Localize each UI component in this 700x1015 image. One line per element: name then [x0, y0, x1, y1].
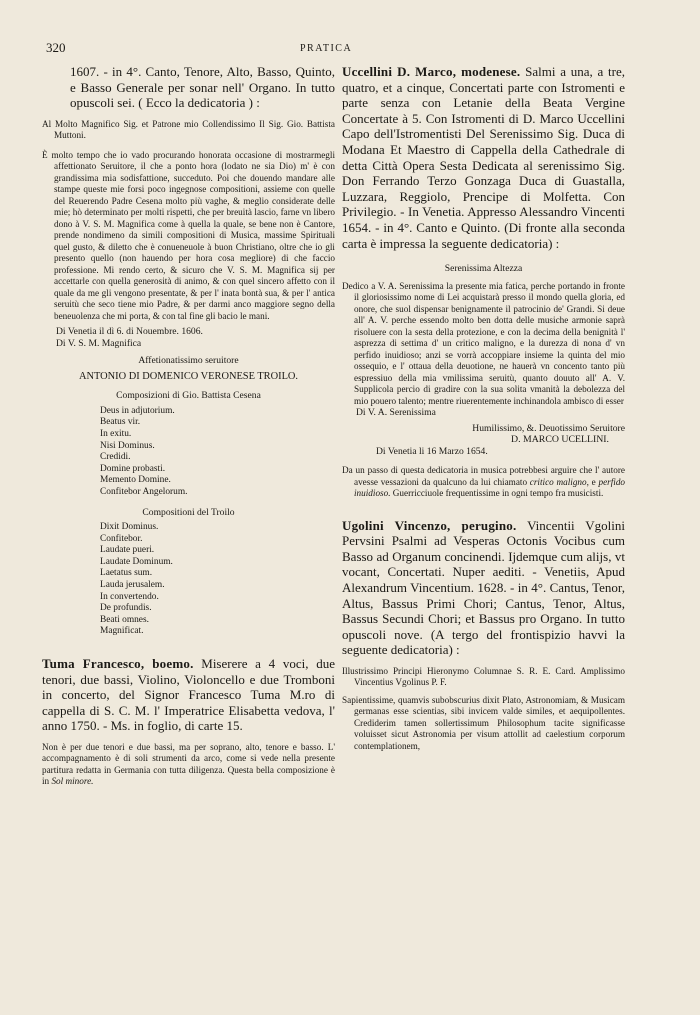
- uccellini-entry: [342, 64, 625, 251]
- list-item: Dixit Dominus.: [100, 522, 159, 533]
- ugolini-dedication-address: Illustrissimo Principi Hieronymo Columnae S. R. E. Card. Amplissimo Vincentius Vgolinus P. F.: [342, 665, 625, 688]
- uccellini-signer: D. MARCO UCELLINI.: [511, 434, 609, 446]
- list-item: Beatus vir.: [100, 417, 141, 428]
- list-item: De profundis.: [100, 603, 152, 614]
- left-column: [42, 64, 335, 944]
- tuma-note-text: Non è per due tenori e due bassi, ma per soprano, alto, tenore e basso. L' accompagnamento è di soli strumenti da arco, come si vede nella presente partitura redatta in Germania con tutta diligenza. Questa bella composizione è in: [42, 741, 335, 787]
- cesena-compositions-list: [100, 406, 335, 499]
- tuma-note: [42, 742, 335, 788]
- list-item: In convertendo.: [100, 591, 159, 602]
- ugolini-entry-text: Vincentii Vgolini Pervsini Psalmi ad Vesperas Octonis Vocibus cum Basso ad Organum concinendi. Ijdemque cum alijs, vt vocant, Concertati. Nuper aediti. - Venetiis, Apud Alexandrum Vincentium. 1628. - in 4°. Cantus, Tenor, Altus, Bassus Primi Chori; Cantus, Tenor, Altus, Bassus Secundi Chori; et Bassus pro Organo. In tutto opuscoli nove. (A tergo del frontispizio havvi la seguente dedicatoria) :: [342, 517, 625, 658]
- list-item: Laudate pueri.: [100, 545, 155, 556]
- tuma-entry-name: Tuma Francesco, boemo.: [42, 655, 194, 671]
- uccellini-note-italic-1: critico maligno: [529, 476, 587, 487]
- tuma-note-key: Sol minore.: [51, 776, 94, 787]
- page-header: [0, 40, 700, 60]
- troilo-letter-date: Di Venetia il dì 6. di Nouembre. 1606.: [56, 326, 203, 338]
- uccellini-date: Di Venetia li 16 Marzo 1654.: [376, 445, 488, 457]
- uccellini-closing: Di V. A. Serenissima: [356, 407, 436, 419]
- list-item: Domine probasti.: [100, 463, 166, 474]
- troilo-dedication-address: Al Molto Magnifico Sig. et Patrone mio Collendissimo Il Sig. Gio. Battista Muttoni.: [42, 118, 335, 141]
- ugolini-entry: [342, 518, 625, 658]
- troilo-list-heading: Compositioni del Troilo: [142, 506, 235, 518]
- troilo-compositions-list: [100, 522, 335, 638]
- troilo-signer: ANTONIO DI DOMENICO VERONESE TROILO.: [78, 370, 299, 382]
- list-item: Credidi.: [100, 452, 131, 463]
- tuma-entry: [42, 656, 335, 734]
- list-item: Lauda jerusalem.: [100, 580, 165, 590]
- list-item: Deus in adjutorium.: [100, 405, 175, 416]
- uccellini-note-c: Guerricciuole frequentissime in ogni tempo fra musicisti.: [392, 488, 604, 499]
- right-column: [342, 64, 625, 984]
- ugolini-dedication-letter: Sapientissime, quamvis subobscurius dixit Plato, Astronomiam, & Musicam germanas esse scientias, sibi invicem valde similes, et aequipollentes. Crediderim tamen sollertissimum Philosophum tacite significasse voluisset sicut Astronomia per visum attollit ad caelestium corporum contemplationem,: [342, 694, 625, 751]
- troilo-letter-closing: Di V. S. M. Magnifica: [56, 337, 142, 349]
- troilo-sign-title: Affetionatissimo seruitore: [138, 355, 239, 367]
- uccellini-note-b: , e: [586, 476, 596, 487]
- list-item: Magnificat.: [100, 626, 144, 637]
- list-item: Confitebor Angelorum.: [100, 486, 188, 497]
- uccellini-entry-name: Uccellini D. Marco, modenese.: [342, 64, 521, 79]
- list-item: Memento Domine.: [100, 475, 171, 486]
- troilo-dedication-letter: È molto tempo che io vado procurando honorata occasione di mostrarmegli affettionato Seruitore, il che a ponto hora (lodato ne sia Dio) m' è con grandissima mia sodisfattione, succeduto. Poi che douendo mandare alle stampe queste mie forsi poco ingegnose compositioni, assieme con quelle del Reuerendo Padre Cesena molto più vaghe, & meglio considerate delle mie; hò determinato per molti rispetti, che per breuità lascio, farne vn libero dono à V. S. M. Magnifica come à quella la quale, se bene non è Cantore, prende nondimeno da simili compositioni di Musica, massime Spirituali quel gusto, & diletto che è conueneuole à buon Christiano, oltre che io gli presento quello (non hauendo per hora cosa megliore) di che faccio professione. Mi rendo certo, & sicuro che V. S. M. Magnifica sij per accettarle con quella generosità di animo, & con quel sincero affetto con il quale da me gli vengono presentate, & per l' inata bontà sua, & per l' antica seruitù che seco tiene mio Padre, & per darmi anco maggiore segno della beneuolenza che mi porta, & con tal fine gli bacio le mani.: [42, 149, 335, 321]
- uccellini-note-a: Da un passo di questa dedicatoria in musica potrebbesi arguire che l' autore avesse vessazioni da qualcuno da lui chiamato: [342, 465, 625, 487]
- uccellini-dedication-letter: Dedico a V. A. Serenissima la presente mia fatica, perche portando in fronte il gloriosissimo nome di Lei acquistarà presso il mondo quella gloria, ed onore, che suol dispensar benignamente il patrocinio de' Grandi. Si deue all' A. V. perche essendo molto ben dotta delle musiche armonie saprà risoluere con la sesta della protezione, e con la decima della benignità l' asprezza di settima d' un critico maligno, e la durezza di nona d' vn perfido inuidioso; anzi se vorrà accoppiare insieme la quinta del mio ossequio, e l' ottaua della deuotione, ne hauerà vn concento tanto più espressiuo della mia vmilissima seruitù, quanto douuto all' A. V. Supplicola percio di gradire con la sua solita vmanità la debolezza del mio pouero talento; mentre riuerentemente inchinandola ambisco di esser: [342, 280, 625, 406]
- list-item: Laetatus sum.: [100, 568, 153, 579]
- uccellini-salutation: Serenissima Altezza: [444, 263, 523, 275]
- troilo-entry-end: 1607. - in 4°. Canto, Tenore, Alto, Basso, Quinto, e Basso Generale per sonar nell' Organo. In tutto opuscoli sei. ( Ecco la dedicatoria ) :: [70, 64, 335, 111]
- ugolini-entry-name: Ugolini Vincenzo, perugino.: [342, 517, 517, 533]
- uccellini-note: [342, 465, 625, 500]
- running-head: PRATICA: [300, 43, 353, 54]
- cesena-list-heading: Composizioni di Gio. Battista Cesena: [116, 390, 261, 402]
- list-item: Nisi Dominus.: [100, 440, 155, 451]
- page-number: 320: [46, 40, 66, 55]
- uccellini-sign-title: Humilissimo, &. Deuotissimo Seruitore: [472, 422, 625, 434]
- uccellini-note-italic-2: perfido inuidioso.: [354, 476, 625, 499]
- list-item: Laudate Dominum.: [100, 556, 173, 567]
- list-item: Confitebor.: [100, 533, 143, 544]
- uccellini-entry-text: Salmi a una, a tre, quatro, et a cinque, Concertati parte con Istromenti e parte senza con Letanie della Beata Vergine Concertate à 5. Con Istromenti di D. Marco Uccellini Capo dell'Istromentisti Del Serenissimo Sig. Duca di Modana Et Maestro di Cappella della Cathedrale di detta Città Opera Sesta Dedicata al serenissimo Sig. Don Ferrando Terzo Gonzaga Duca di Guastalla, Luzzara, Reggiolo, Prencipe di Molfetta. Con Privilegio. - In Venetia. Appresso Alessandro Vincenti 1654. - in 4°. Canto e Quinto. (Di fronte alla seconda carta è impressa la seguente dedicatoria) :: [342, 64, 625, 251]
- list-item: In exitu.: [100, 428, 132, 439]
- list-item: Beati omnes.: [100, 614, 149, 625]
- tuma-entry-text: Miserere a 4 voci, due tenori, due bassi, Violino, Violoncello e due Tromboni in concerto, del Signor Francesco Tuma M.ro di cappella di S. C. M. l' Imperatrice Elisabetta vedova, l' anno 1750. - Ms. in foglio, di carte 15.: [42, 655, 335, 734]
